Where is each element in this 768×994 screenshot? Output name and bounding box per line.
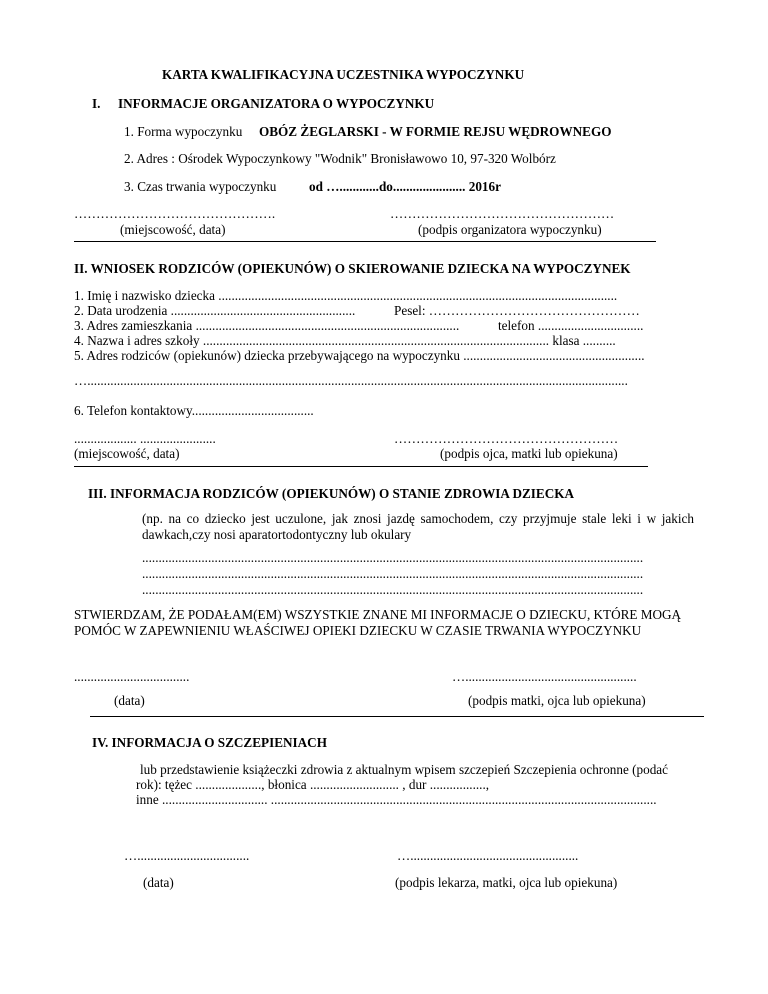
health-signature-dots: ….................................................... — [452, 669, 637, 684]
vaccination-signature-caption: (podpis lekarza, matki, ojca lub opiekuna) — [395, 875, 618, 890]
parent-place-date-dots: ................... ....................... — [74, 431, 216, 446]
vaccination-text-line-1: lub przedstawienie książeczki zdrowia z aktualnym wpisem szczepień Szczepienia ochronne (podać — [140, 762, 669, 777]
organizer-signature-dots: …………………………………………… — [390, 206, 615, 221]
parent-statement: STWIERDZAM, ŻE PODAŁAM(EM) WSZYSTKIE ZNANE MI INFORMACJE O DZIECKU, KTÓRE MOGĄ POMÓC W ZAPEWNIENIU WŁAŚCIWEJ OPIEKI DZIECKU W CZASIE TRWANIA WYPOCZYNKU — [74, 607, 682, 638]
form-type-value: OBÓZ ŻEGLARSKI - W FORMIE REJSU WĘDROWNEGO — [259, 124, 612, 139]
divider — [74, 241, 656, 242]
health-info-note: (np. na co dziecko jest uczulone, jak znosi jazdę samochodem, czy przyjmuje stale leki i w jakich dawkach,czy nosi aparatortodontyczny lub okulary — [142, 511, 694, 542]
duration-label: 3. Czas trwania wypoczynku — [124, 179, 277, 194]
health-info-dots: ........................................................................................................................................................ — [142, 582, 644, 597]
parent-signature-dots: …………………………………………… — [394, 431, 619, 446]
divider — [74, 466, 648, 467]
health-date-caption: (data) — [114, 693, 145, 708]
vaccination-text-line-3: inne ................................ ..................................................................................................................... — [136, 792, 657, 807]
pesel-line: Pesel: ………………………………………… — [394, 303, 640, 318]
vaccination-text-line-2: rok): tężec ...................., błonica ........................... , dur ................., — [136, 777, 490, 792]
section-3-heading: III. INFORMACJA RODZICÓW (OPIEKUNÓW) O STANIE ZDROWIA DZIECKA — [88, 486, 575, 501]
home-address-line: 3. Adres zamieszkania ................................................................................ — [74, 318, 460, 333]
parent-signature-caption: (podpis ojca, matki lub opiekuna) — [440, 446, 618, 461]
section-1-number: I. — [92, 96, 101, 111]
form-type-label: 1. Forma wypoczynku — [124, 124, 243, 139]
section-4-heading: IV. INFORMACJA O SZCZEPIENIACH — [92, 735, 327, 750]
parents-address-continuation: ….................................................................................................................................................................... — [74, 373, 628, 388]
child-name-line: 1. Imię i nazwisko dziecka ......................................................................................................................... — [74, 288, 618, 303]
organizer-place-date-dots: ………………………………………. — [74, 206, 276, 221]
health-signature-caption: (podpis matki, ojca lub opiekuna) — [468, 693, 646, 708]
section-2-heading: II. WNIOSEK RODZICÓW (OPIEKUNÓW) O SKIEROWANIE DZIECKA NA WYPOCZYNEK — [74, 261, 631, 276]
contact-phone-line: 6. Telefon kontaktowy..................................... — [74, 403, 314, 418]
section-1-heading: INFORMACJE ORGANIZATORA O WYPOCZYNKU — [118, 96, 435, 111]
duration-value: od …............do...................... 2016r — [309, 179, 501, 194]
vaccination-signature-dots: …................................................... — [397, 848, 579, 863]
document-title: KARTA KWALIFIKACYJNA UCZESTNIKA WYPOCZYNKU — [162, 67, 525, 82]
school-line: 4. Nazwa i adres szkoły ......................................................................................................... klasa .......... — [74, 333, 616, 348]
address-line: 2. Adres : Ośrodek Wypoczynkowy "Wodnik" Bronisławowo 10, 97-320 Wolbórz — [124, 151, 556, 166]
vaccination-date-dots: ….................................. — [124, 848, 250, 863]
organizer-place-date-caption: (miejscowość, data) — [120, 222, 226, 237]
vaccination-date-caption: (data) — [143, 875, 174, 890]
parents-address-line: 5. Adres rodziców (opiekunów) dziecka przebywającego na wypoczynku ....................................................... — [74, 348, 645, 363]
divider — [90, 716, 704, 717]
phone-line: telefon ................................ — [498, 318, 644, 333]
birth-date-line: 2. Data urodzenia ........................................................ — [74, 303, 356, 318]
health-date-dots: ................................... — [74, 669, 190, 684]
health-info-dots: ........................................................................................................................................................ — [142, 566, 644, 581]
parent-place-date-caption: (miejscowość, data) — [74, 446, 180, 461]
health-info-dots: ........................................................................................................................................................ — [142, 550, 644, 565]
organizer-signature-caption: (podpis organizatora wypoczynku) — [418, 222, 602, 237]
